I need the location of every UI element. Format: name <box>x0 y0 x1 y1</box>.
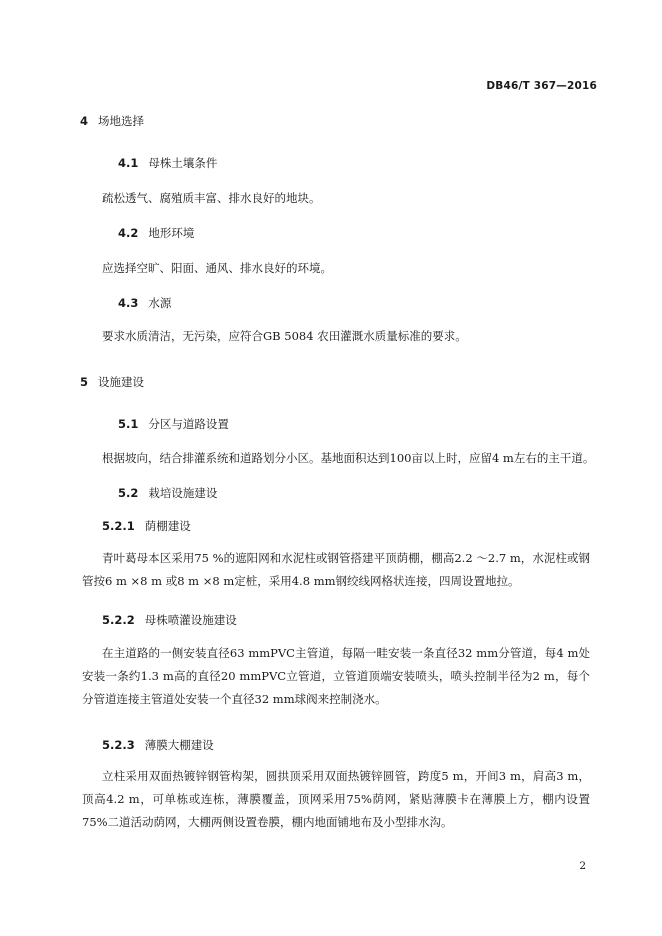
section-5-2-3-body: 立柱采用双面热镀锌钢管构架，圆拱顶采用双面热镀锌圆管，跨度5 m，开间3 m，肩高3 m，顶高4.2 m，可单栋或连栋，薄膜覆盖，顶网采用75%荫网，紧贴薄膜卡在薄膜上方，棚内设置75%二道活动荫网，大棚两侧设置卷膜，棚内地面铺地布及小型排水沟。 <box>82 769 590 829</box>
section-title: 薄膜大棚建设 <box>144 738 214 752</box>
section-4-1-heading <box>118 156 217 170</box>
section-number: 4.1 <box>118 156 139 170</box>
section-number: 5.2.3 <box>102 738 135 752</box>
section-title: 地形环境 <box>148 226 195 240</box>
section-5-2-2-body: 在主道路的一侧安装直径63 mmPVC主管道，每隔一畦安装一条直径32 mm分管道，每4 m处安装一条约1.3 m高的直径20 mmPVC立管道，立管道顶端安装喷头，喷头控制半径为2 m，每个分管道连接主管道处安装一个直径32 mm球阀来控制浇水。 <box>82 646 590 706</box>
section-number: 4.2 <box>118 226 139 240</box>
section-4-1-body: 疏松透气、腐殖质丰富、排水良好的地块。 <box>102 191 321 205</box>
section-4-heading <box>80 114 144 128</box>
section-4-2-body: 应选择空旷、阳面、通风、排水良好的环境。 <box>102 261 332 275</box>
section-4-2-heading <box>118 226 194 240</box>
section-number: 5.2.2 <box>102 613 135 627</box>
section-5-1-body: 根据坡向，结合排灌系统和道路划分小区。基地面积达到100亩以上时，应留4 m左右的主干道。 <box>102 451 595 465</box>
section-title: 场地选择 <box>98 114 145 128</box>
section-title: 设施建设 <box>98 375 145 389</box>
section-number: 5.2 <box>118 486 139 500</box>
section-title: 水源 <box>148 296 172 310</box>
page-number: 2 <box>579 860 586 872</box>
section-title: 栽培设施建设 <box>148 486 218 500</box>
section-title: 分区与道路设置 <box>148 417 229 431</box>
section-5-2-1-heading <box>102 519 191 533</box>
section-4-3-body: 要求水质清洁，无污染，应符合GB 5084 农田灌溉水质量标准的要求。 <box>102 329 467 343</box>
section-5-2-3-heading <box>102 738 214 752</box>
section-4-3-heading <box>118 296 171 310</box>
section-5-2-heading <box>118 486 217 500</box>
section-5-2-2-heading <box>102 613 237 627</box>
section-number: 5 <box>80 375 89 389</box>
section-5-1-heading <box>118 417 229 431</box>
section-title: 荫棚建设 <box>144 519 191 533</box>
section-5-heading <box>80 375 144 389</box>
section-5-2-1-body: 青叶葛母本区采用75 %的遮阳网和水泥柱或钢管搭建平顶荫棚，棚高2.2 ～2.7 m，水泥柱或钢管按6 m ×8 m 或8 m ×8 m定桩，采用4.8 mm钢绞线网格状连接，四周设置地拉。 <box>82 551 590 588</box>
section-number: 5.1 <box>118 417 139 431</box>
section-number: 4.3 <box>118 296 139 310</box>
section-title: 母株土壤条件 <box>148 156 218 170</box>
document-code: DB46/T 367—2016 <box>486 80 597 92</box>
section-number: 5.2.1 <box>102 519 135 533</box>
section-title: 母株喷灌设施建设 <box>144 613 237 627</box>
section-number: 4 <box>80 114 89 128</box>
